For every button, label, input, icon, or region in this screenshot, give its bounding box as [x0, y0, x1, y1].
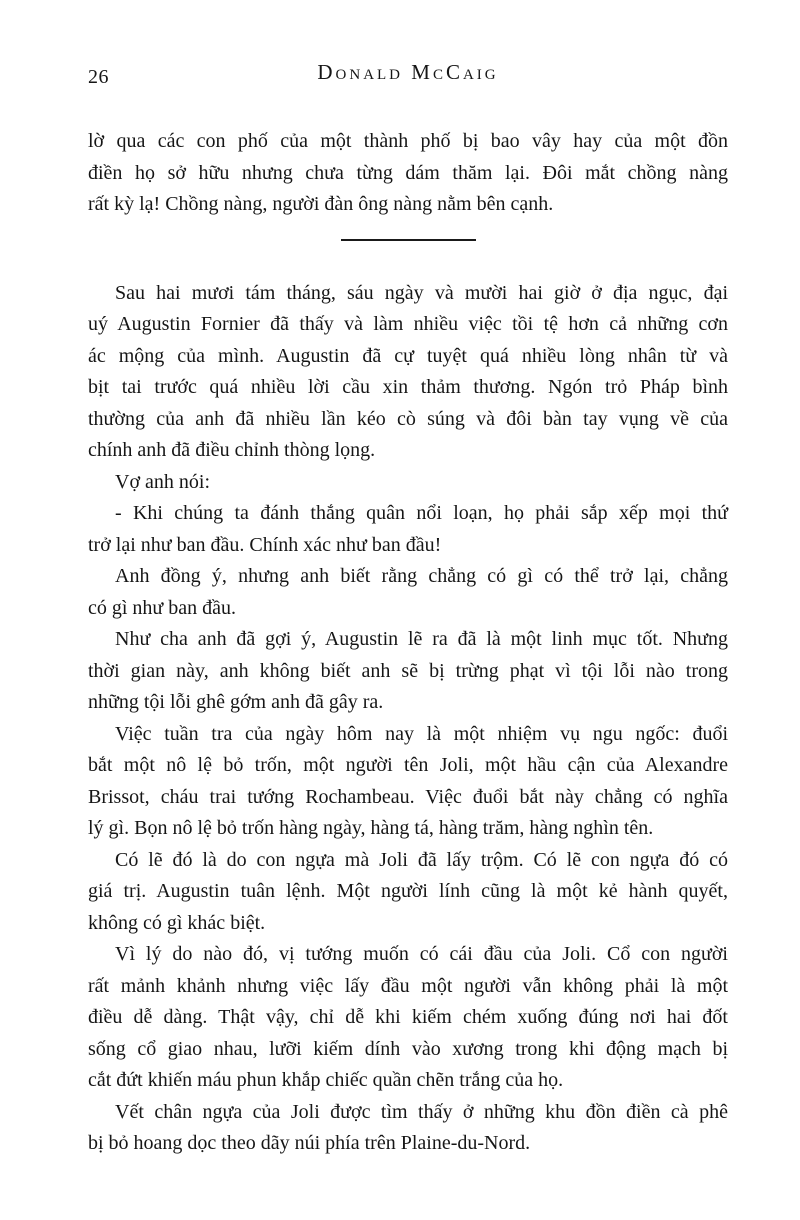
text-line: bị bỏ hoang dọc theo dãy núi phía trên Plaine-du-Nord. — [88, 1132, 531, 1154]
text-line: Như cha anh đã gợi ý, Augustin lẽ ra đã là một linh mục tốt. Nhưng — [115, 628, 728, 650]
text-line: lý gì. Bọn nô lệ bỏ trốn hàng ngày, hàng tá, hàng trăm, hàng nghìn tên. — [88, 817, 654, 839]
text-line: điền họ sở hữu nhưng chưa từng dám thăm lại. Đôi mắt chồng nàng — [88, 161, 728, 184]
text-line: những tội lỗi ghê gớm anh đã gây ra. — [88, 691, 384, 713]
text-line: uý Augustin Fornier đã thấy và làm nhiều việc tồi tệ hơn cả những cơn — [88, 313, 728, 335]
text-line: chính anh đã điều chỉnh thòng lọng. — [88, 439, 376, 461]
text-line: điều dễ dàng. Thật vậy, chỉ dễ khi kiếm chém xuống đúng nơi hai đốt — [88, 1006, 728, 1028]
text-line: có gì như ban đầu. — [88, 596, 237, 619]
text-line: bịt tai trước quá nhiều lời cầu xin thảm thương. Ngón trỏ Pháp bình — [88, 376, 728, 398]
text-line: Việc tuần tra của ngày hôm nay là một nhiệm vụ ngu ngốc: đuổi — [115, 722, 728, 745]
running-header: Donald McCaig — [317, 60, 499, 84]
text-line: Vợ anh nói: — [115, 470, 211, 493]
text-line: bắt một nô lệ bỏ trốn, một người tên Joli, một hầu cận của Alexandre — [88, 754, 728, 776]
paragraph — [88, 1097, 728, 1160]
text-line: rất kỳ lạ! Chồng nàng, người đàn ông nàng nằm bên cạnh. — [88, 193, 554, 215]
paragraph — [88, 939, 728, 1097]
paragraph — [88, 278, 728, 467]
paragraph — [88, 624, 728, 719]
paragraph — [88, 845, 728, 940]
text-line: trở lại như ban đầu. Chính xác như ban đầu! — [88, 533, 442, 556]
text-line: Vết chân ngựa của Joli được tìm thấy ở những khu đồn điền cà phê — [115, 1100, 728, 1123]
text-line: Anh đồng ý, nhưng anh biết rằng chẳng có gì có thể trở lại, chẳng — [115, 565, 728, 587]
page-header — [88, 60, 728, 90]
page-number: 26 — [88, 66, 109, 88]
paragraph — [88, 719, 728, 845]
text-line: sống cổ giao nhau, lưỡi kiếm dính vào xương trong khi động mạch bị — [88, 1037, 728, 1060]
text-line: - Khi chúng ta đánh thắng quân nổi loạn, họ phải sắp xếp mọi thứ — [115, 502, 728, 524]
paragraph — [88, 467, 728, 499]
text-line: Vì lý do nào đó, vị tướng muốn có cái đầu của Joli. Cổ con người — [115, 943, 728, 965]
text-line: giá trị. Augustin tuân lệnh. Một người lính cũng là một kẻ hành quyết, — [88, 880, 728, 902]
text-line: thường của anh đã nhiều lần kéo cò súng và đôi bàn tay vụng về của — [88, 407, 728, 430]
text-line: rất mảnh khảnh nhưng việc lấy đầu một người vẫn không phải là một — [88, 974, 728, 997]
text-line: lờ qua các con phố của một thành phố bị bao vây hay của một đồn — [88, 130, 728, 152]
paragraph — [88, 498, 728, 561]
text-line: Có lẽ đó là do con ngựa mà Joli đã lấy trộm. Có lẽ con ngựa đó có — [115, 848, 728, 871]
text-line: không có gì khác biệt. — [88, 911, 266, 934]
text-line: Brissot, cháu trai tướng Rochambeau. Việc đuổi bắt này chẳng có nghĩa — [88, 785, 728, 808]
text-line: thời gian này, anh không biết anh sẽ bị trừng phạt vì tội lỗi nào trong — [88, 659, 728, 682]
page-body — [88, 126, 728, 1160]
text-line: ác mộng của mình. Augustin đã cự tuyệt quá nhiều lòng nhân từ và — [88, 344, 728, 367]
section-divider — [341, 239, 476, 241]
text-line: Sau hai mươi tám tháng, sáu ngày và mười hai giờ ở địa ngục, đại — [115, 281, 728, 304]
paragraph — [88, 561, 728, 624]
paragraph — [88, 126, 728, 221]
text-line: cắt đứt khiến máu phun khắp chiếc quần chẽn trắng của họ. — [88, 1069, 564, 1091]
